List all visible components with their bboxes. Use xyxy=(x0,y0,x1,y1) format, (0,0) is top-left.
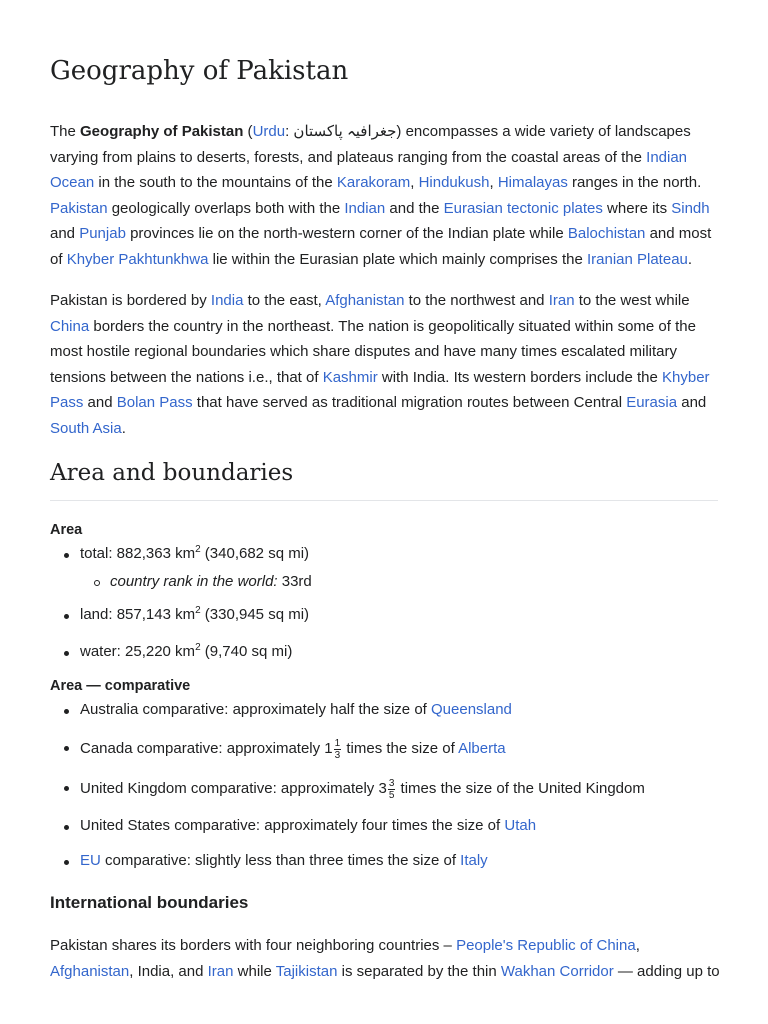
list-item-eu xyxy=(64,852,488,869)
link-iranian-plateau[interactable]: Iranian Plateau xyxy=(586,250,688,268)
link-eurasia[interactable]: Eurasia xyxy=(626,394,678,411)
intl-paragraph xyxy=(50,933,720,984)
text: in the south to the mountains of the xyxy=(94,174,337,191)
text: to the east, xyxy=(243,292,326,309)
text: to the west while xyxy=(574,292,690,309)
link-iran[interactable]: Iran xyxy=(548,292,575,309)
section-heading-area: Area and boundaries xyxy=(50,460,718,501)
link-china[interactable]: China xyxy=(50,317,90,335)
text: while xyxy=(233,962,276,980)
link-bolan-pass[interactable]: Bolan Pass xyxy=(116,394,193,411)
text: : جغرافیہ پاکستان) encompasses a wide variety of landscapes varying from plains to deserts, forests, and plateaus ranging from the coastal areas of the xyxy=(50,123,691,166)
numerator: 3 xyxy=(388,778,395,789)
text: times the size of the United Kingdom xyxy=(396,780,645,798)
text: where its xyxy=(602,199,672,217)
text: geologically overlaps both with the xyxy=(107,199,345,217)
area-label: Area xyxy=(50,522,83,538)
link-wakhan-corridor[interactable]: Wakhan Corridor xyxy=(500,962,614,980)
bold-term: Geography of Pakistan xyxy=(80,123,244,140)
fraction xyxy=(334,738,342,761)
text: — adding up to xyxy=(613,962,720,980)
link-khyber-pakhtunkhwa[interactable]: Khyber Pakhtunkhwa xyxy=(66,250,209,268)
text: Canada comparative: approximately 1 xyxy=(80,740,333,758)
text: and most of xyxy=(50,225,712,268)
link-afghanistan[interactable]: Afghanistan xyxy=(325,292,405,309)
link-eu[interactable]: EU xyxy=(80,852,101,869)
text: with India. Its western borders include the xyxy=(377,368,663,386)
text: , xyxy=(635,937,640,954)
link-karakoram[interactable]: Karakoram xyxy=(336,174,411,191)
text: that have served as traditional migration routes between Central xyxy=(192,394,627,411)
text: to the northwest and xyxy=(404,292,549,309)
text: ranges in the north. xyxy=(567,174,702,191)
link-alberta[interactable]: Alberta xyxy=(458,740,506,758)
link-himalayas[interactable]: Himalayas xyxy=(497,174,568,191)
text: , xyxy=(489,174,498,191)
text: lie within the Eurasian plate which mainly comprises the xyxy=(208,250,587,268)
text: (9,740 sq mi) xyxy=(200,643,293,660)
comparative-label: Area — comparative xyxy=(50,678,191,694)
intro-paragraph xyxy=(50,119,720,272)
text: and xyxy=(50,225,80,242)
link-kashmir[interactable]: Kashmir xyxy=(322,368,378,386)
list-item-total xyxy=(64,544,310,562)
rank-label: country rank in the world: xyxy=(110,573,278,590)
link-india[interactable]: India xyxy=(210,292,244,309)
text: comparative: slightly less than three times the size of xyxy=(100,852,461,869)
link-sindh[interactable]: Sindh xyxy=(671,199,710,217)
text: total: 882,363 km xyxy=(80,545,196,562)
link-south-asia[interactable]: South Asia xyxy=(50,419,122,437)
text: Australia comparative: approximately half the size of xyxy=(80,701,431,718)
denominator: 3 xyxy=(334,750,341,761)
list-item-australia xyxy=(64,701,512,718)
subsection-heading-international-boundaries: International boundaries xyxy=(50,893,249,912)
list-item-rank xyxy=(94,573,312,590)
text: and xyxy=(677,394,707,411)
link-punjab[interactable]: Punjab xyxy=(79,225,126,242)
text: times the size of xyxy=(342,740,459,758)
text: ( xyxy=(243,123,253,140)
text: is separated by the thin xyxy=(337,962,501,980)
borders-paragraph xyxy=(50,288,720,441)
list-item-water xyxy=(64,642,293,660)
page-title: Geography of Pakistan xyxy=(50,56,349,86)
text: United States comparative: approximately four times the size of xyxy=(80,817,505,834)
text: , xyxy=(410,174,419,191)
list-item-canada xyxy=(64,738,506,761)
link-afghanistan-2[interactable]: Afghanistan xyxy=(50,962,130,980)
text: land: 857,143 km xyxy=(80,606,196,623)
text: , India, and xyxy=(129,962,208,980)
link-pakistan[interactable]: Pakistan xyxy=(50,199,108,217)
link-prc[interactable]: People's Republic of China xyxy=(456,937,636,954)
list-item-land xyxy=(64,605,310,623)
link-indian-ocean[interactable]: Indian Ocean xyxy=(50,148,688,191)
text: United Kingdom comparative: approximately 3 xyxy=(80,780,387,798)
text: and the xyxy=(385,199,444,217)
link-tajikistan[interactable]: Tajikistan xyxy=(275,962,338,980)
numerator: 1 xyxy=(334,738,341,749)
text: (340,682 sq mi) xyxy=(200,545,310,562)
superscript: 2 xyxy=(195,544,201,555)
link-queensland[interactable]: Queensland xyxy=(431,701,512,718)
link-balochistan[interactable]: Balochistan xyxy=(567,225,646,242)
denominator: 5 xyxy=(388,790,395,801)
link-khyber-pass[interactable]: Khyber Pass xyxy=(50,368,710,411)
text: The xyxy=(50,123,81,140)
text: borders the country in the northeast. The nation is geopolitically situated within some of the most hostile regional boundaries which share disputes and have many times escalated military tensions between the nations i.e., that of xyxy=(50,317,696,386)
link-indian[interactable]: Indian xyxy=(344,199,386,217)
link-iran-2[interactable]: Iran xyxy=(207,962,234,980)
text: Pakistan shares its borders with four neighboring countries – xyxy=(50,937,457,954)
text: Pakistan is bordered by xyxy=(50,292,211,309)
list-item-us xyxy=(64,817,537,834)
link-eurasian-plates[interactable]: Eurasian tectonic plates xyxy=(443,199,603,217)
link-urdu[interactable]: Urdu xyxy=(252,123,286,140)
rank-value: 33rd xyxy=(277,573,312,590)
text: and xyxy=(83,394,117,411)
text: . xyxy=(121,419,126,437)
link-italy[interactable]: Italy xyxy=(460,852,488,869)
text: provinces lie on the north-western corner of the Indian plate while xyxy=(125,225,568,242)
text: (330,945 sq mi) xyxy=(200,606,310,623)
text: water: 25,220 km xyxy=(80,643,196,660)
fraction xyxy=(388,778,396,801)
list-item-uk xyxy=(64,778,645,801)
text: . xyxy=(687,250,693,268)
link-utah[interactable]: Utah xyxy=(504,817,537,834)
superscript: 2 xyxy=(195,605,201,616)
superscript: 2 xyxy=(195,642,201,653)
link-hindukush[interactable]: Hindukush xyxy=(418,174,490,191)
